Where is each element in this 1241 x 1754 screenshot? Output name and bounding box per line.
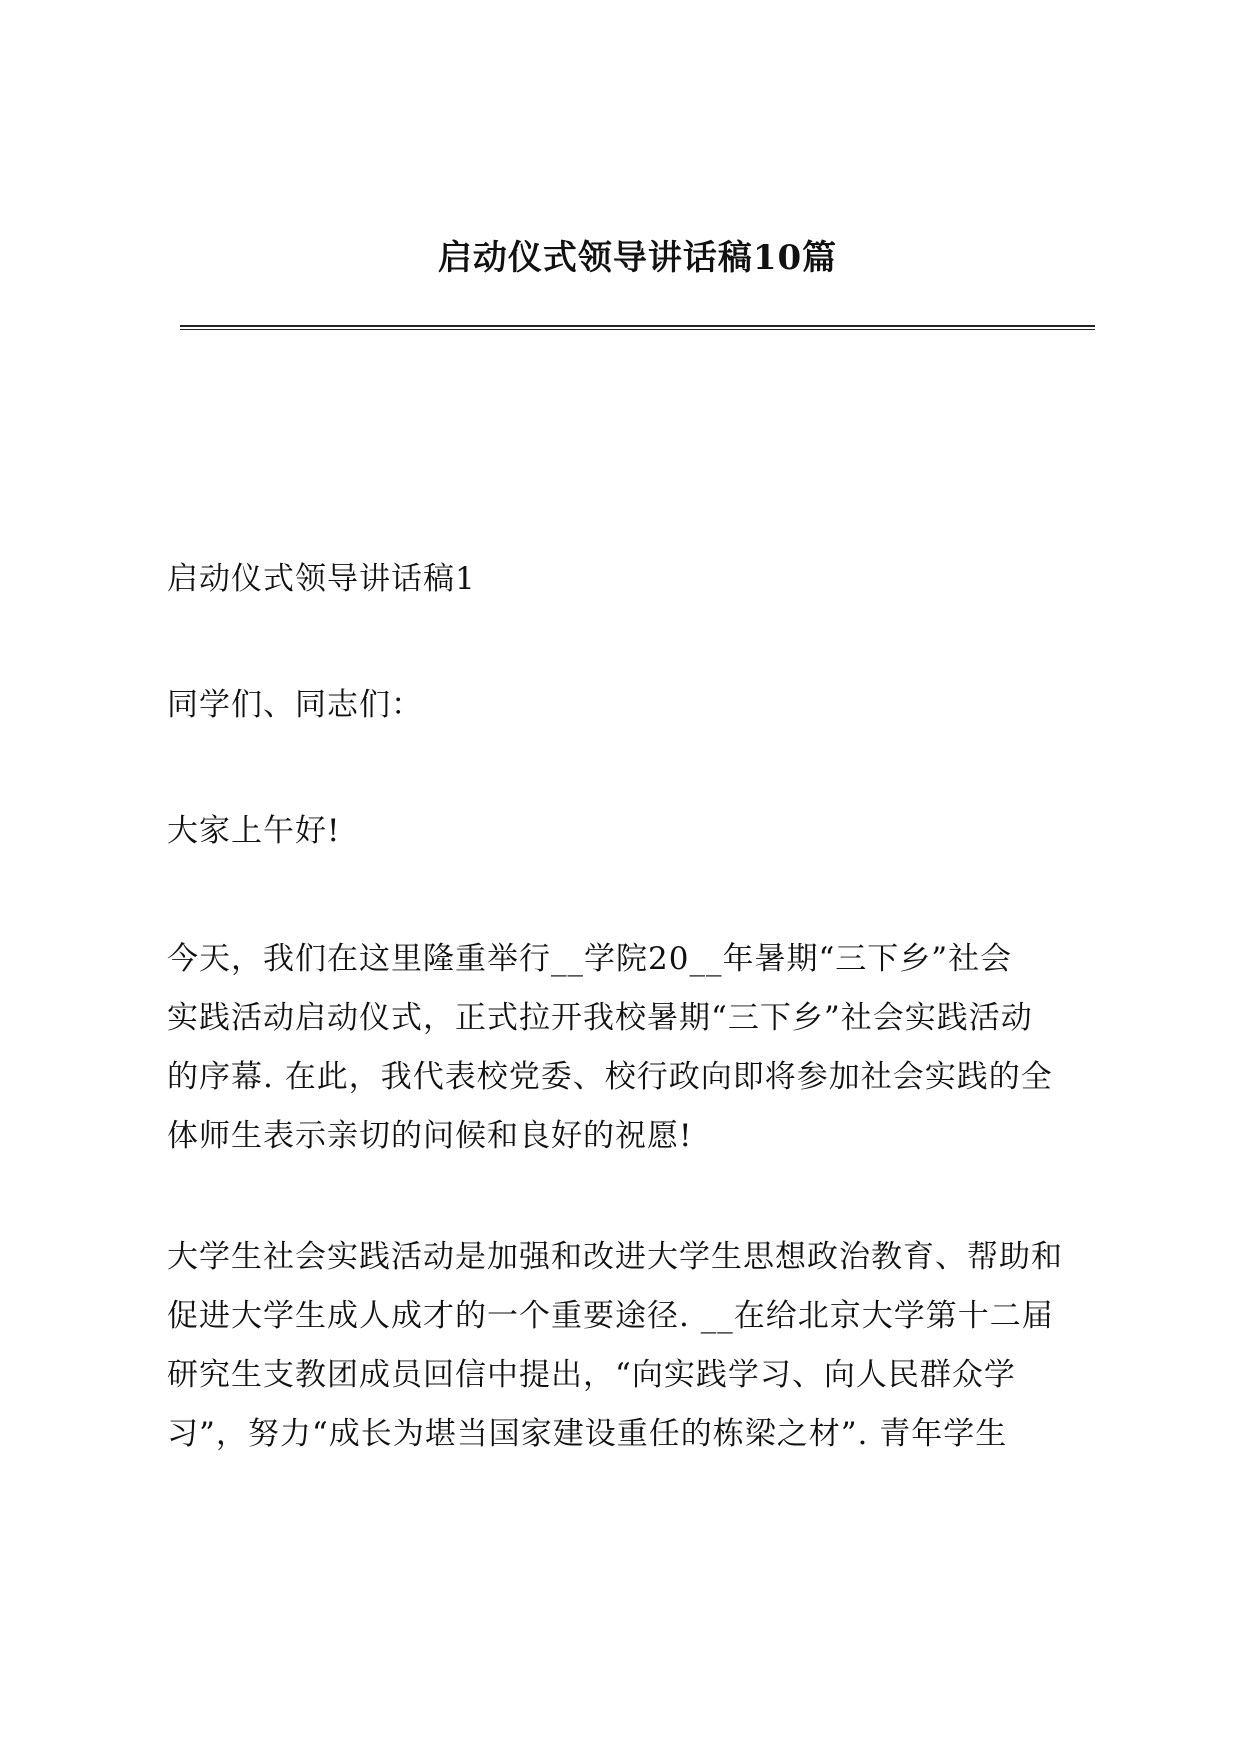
paragraph-line: 促进大学生成人成才的一个重要途径. __在给北京大学第十二届 [167,1298,1054,1334]
paragraph-line: 实践活动启动仪式，正式拉开我校暑期“三下乡”社会实践活动 [167,1000,1033,1036]
title-divider [180,325,1095,330]
paragraph-line: 的序幕. 在此，我代表校党委、校行政向即将参加社会实践的全 [167,1059,1053,1095]
paragraph-line: 研究生支教团成员回信中提出，“向实践学习、向人民群众学 [167,1357,1016,1393]
section-heading: 启动仪式领导讲话稿1 [167,561,476,597]
paragraph-1 [167,930,1097,1166]
paragraph-line: 大学生社会实践活动是加强和改进大学生思想政治教育、帮助和 [167,1239,1063,1275]
document-title: 启动仪式领导讲话稿10篇 [437,238,838,278]
paragraph-line: 习”，努力“成长为堪当国家建设重任的栋梁之材”. 青年学生 [167,1416,1008,1452]
paragraph-line: 今天，我们在这里隆重举行__学院20__年暑期“三下乡”社会 [167,941,1013,977]
paragraph-line: 体师生表示亲切的问候和良好的祝愿! [167,1118,693,1154]
paragraph-2 [167,1228,1097,1464]
greeting-text: 大家上午好! [167,813,341,849]
salutation-text: 同学们、同志们： [167,687,423,723]
